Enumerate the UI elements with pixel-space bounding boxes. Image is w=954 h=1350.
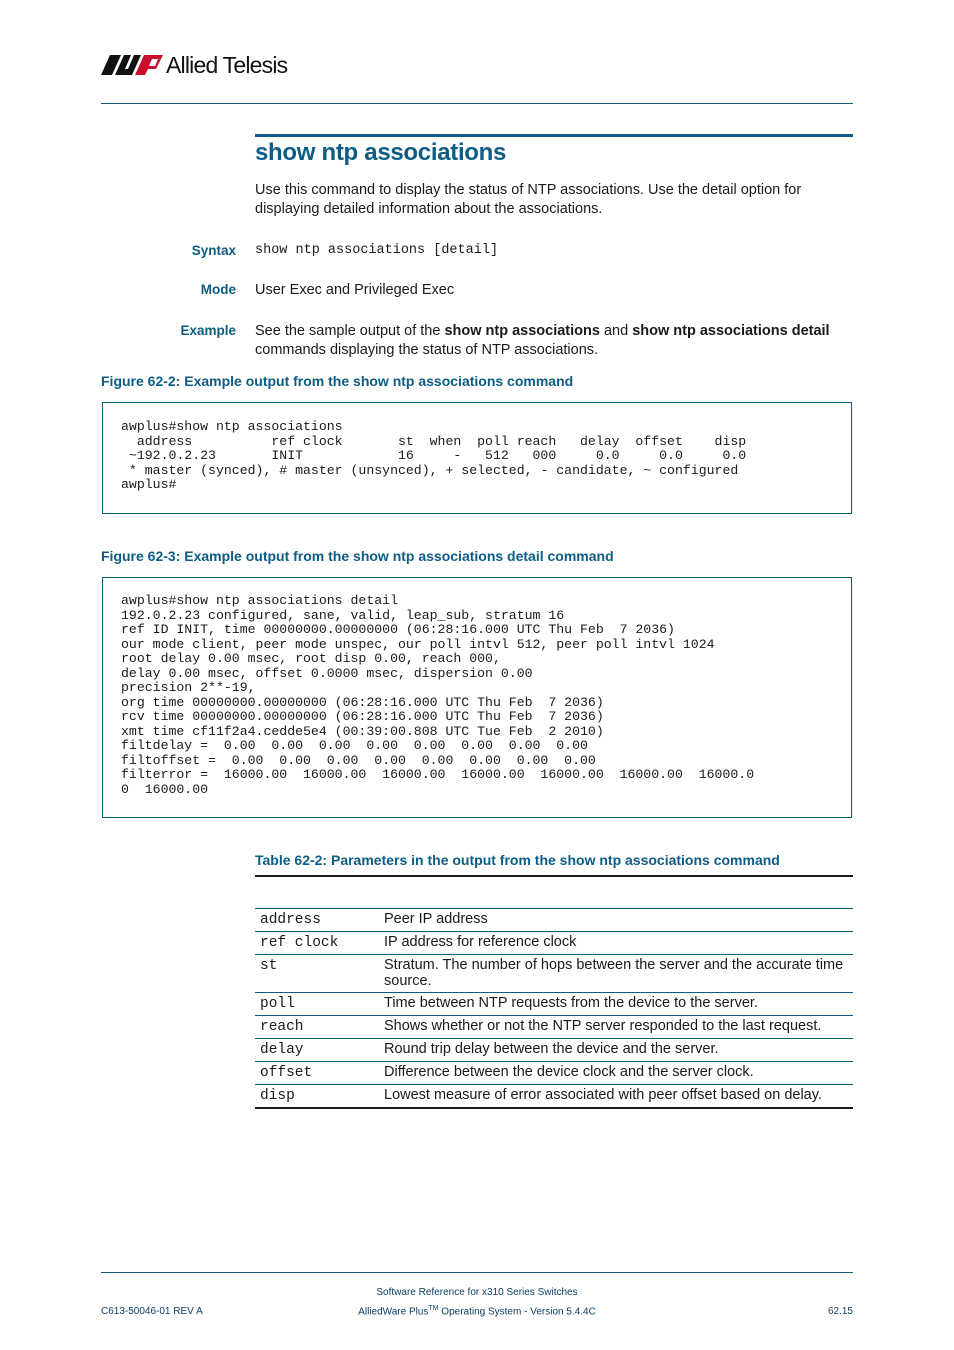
- table-row: [255, 909, 853, 932]
- table-row: [255, 993, 853, 1016]
- table-row: [255, 1085, 853, 1109]
- table-header-rule: [255, 875, 853, 877]
- figure-caption-detail: Figure 62-3: Example output from the show ntp associations detail command: [101, 548, 614, 564]
- param-description: Peer IP address: [379, 909, 853, 932]
- code-output: awplus#show ntp associations address ref clock st when poll reach delay offset disp ~192.0.2.23 INIT 16 - 512 000 0.0 0.0 0.0 * master (synced), # master (unsynced), + selected, - candidate, ~ configured awplus#: [121, 419, 747, 492]
- syntax-value: show ntp associations [detail]: [255, 243, 499, 258]
- syntax-label: Syntax: [191, 243, 236, 258]
- code-block-detail: [102, 577, 852, 818]
- footer-title: Software Reference for x310 Series Switches: [376, 1287, 578, 1298]
- logo-text: Allied Telesis: [166, 52, 288, 78]
- example-text-mid: and: [599, 323, 633, 339]
- footer-trademark: TM: [428, 1305, 439, 1312]
- title-rule: [255, 134, 853, 137]
- param-name: address: [255, 909, 379, 932]
- param-description: Time between NTP requests from the device to the server.: [379, 993, 853, 1016]
- example-bold-detail-command: show ntp associations detail: [632, 323, 830, 339]
- footer-os-version-text: Operating System - Version 5.4.4C: [438, 1306, 596, 1318]
- param-name: reach: [255, 1016, 379, 1039]
- table-row: [255, 955, 853, 993]
- param-description: Stratum. The number of hops between the server and the accurate time source.: [379, 955, 853, 993]
- param-name: delay: [255, 1039, 379, 1062]
- page-number: 62.15: [827, 1306, 853, 1317]
- param-name: ref clock: [255, 932, 379, 955]
- param-description: Shows whether or not the NTP server responded to the last request.: [379, 1016, 853, 1039]
- example-bold-command: show ntp associations: [444, 323, 600, 339]
- table-row: [255, 1039, 853, 1062]
- intro-paragraph: Use this command to display the status of NTP associations. Use the detail option for displaying detailed information about the associations.: [255, 182, 802, 217]
- page-title: show ntp associations: [255, 139, 507, 166]
- example-text-before: See the sample output of the: [255, 323, 445, 339]
- table-row: [255, 932, 853, 955]
- footer-rule: [101, 1272, 853, 1273]
- example-paragraph: [255, 322, 853, 360]
- table-row: [255, 1016, 853, 1039]
- param-description: IP address for reference clock: [379, 932, 853, 955]
- parameters-table: [255, 908, 853, 1109]
- param-description: Difference between the device clock and the server clock.: [379, 1062, 853, 1085]
- logo-mark-icon: [101, 55, 163, 75]
- param-name: st: [255, 955, 379, 993]
- table-row: [255, 1062, 853, 1085]
- footer-doc-id: C613-50046-01 REV A: [101, 1306, 203, 1317]
- example-label: Example: [180, 323, 236, 338]
- footer-os-version: [255, 1305, 699, 1317]
- param-description: Lowest measure of error associated with peer offset based on delay.: [379, 1085, 853, 1109]
- param-description: Round trip delay between the device and the server.: [379, 1039, 853, 1062]
- allied-telesis-logo: [101, 52, 287, 78]
- figure-caption: Figure 62-2: Example output from the show ntp associations command: [101, 373, 574, 389]
- param-name: offset: [255, 1062, 379, 1085]
- code-block: [102, 402, 852, 514]
- param-name: disp: [255, 1085, 379, 1109]
- table-caption: Table 62-2: Parameters in the output from the show ntp associations command: [255, 852, 780, 868]
- footer-os-name: AlliedWare Plus: [358, 1306, 429, 1318]
- code-output-detail: awplus#show ntp associations detail 192.0.2.23 configured, sane, valid, leap_sub, stratum 16 ref ID INIT, time 00000000.00000000 (06:28:16.000 UTC Thu Feb 7 2036) our mode client, peer mode unspec, our poll intvl 512, peer poll intvl 1024 root delay 0.00 msec, root disp 0.00, reach 000, delay 0.00 msec, offset 0.0000 msec, dispersion 0.00 precision 2**-19, org time 00000000.00000000 (06:28:16.000 UTC Thu Feb 7 2036) rcv time 00000000.00000000 (06:28:16.000 UTC Thu Feb 7 2036) xmt time cf11f2a4.cedde5e4 (00:39:00.808 UTC Tue Feb 2 2010) filtdelay = 0.00 0.00 0.00 0.00 0.00 0.00 0.00 0.00 filtoffset = 0.00 0.00 0.00 0.00 0.00 0.00 0.00 0.00 filterror = 16000.00 16000.00 16000.00 16000.00 16000.00 16000.00 16000.0 0 16000.00: [121, 593, 755, 797]
- mode-label: Mode: [200, 282, 236, 297]
- header-rule: [101, 103, 853, 104]
- mode-value: User Exec and Privileged Exec: [255, 282, 455, 298]
- example-text-after: commands displaying the status of NTP associations.: [255, 342, 599, 358]
- param-name: poll: [255, 993, 379, 1016]
